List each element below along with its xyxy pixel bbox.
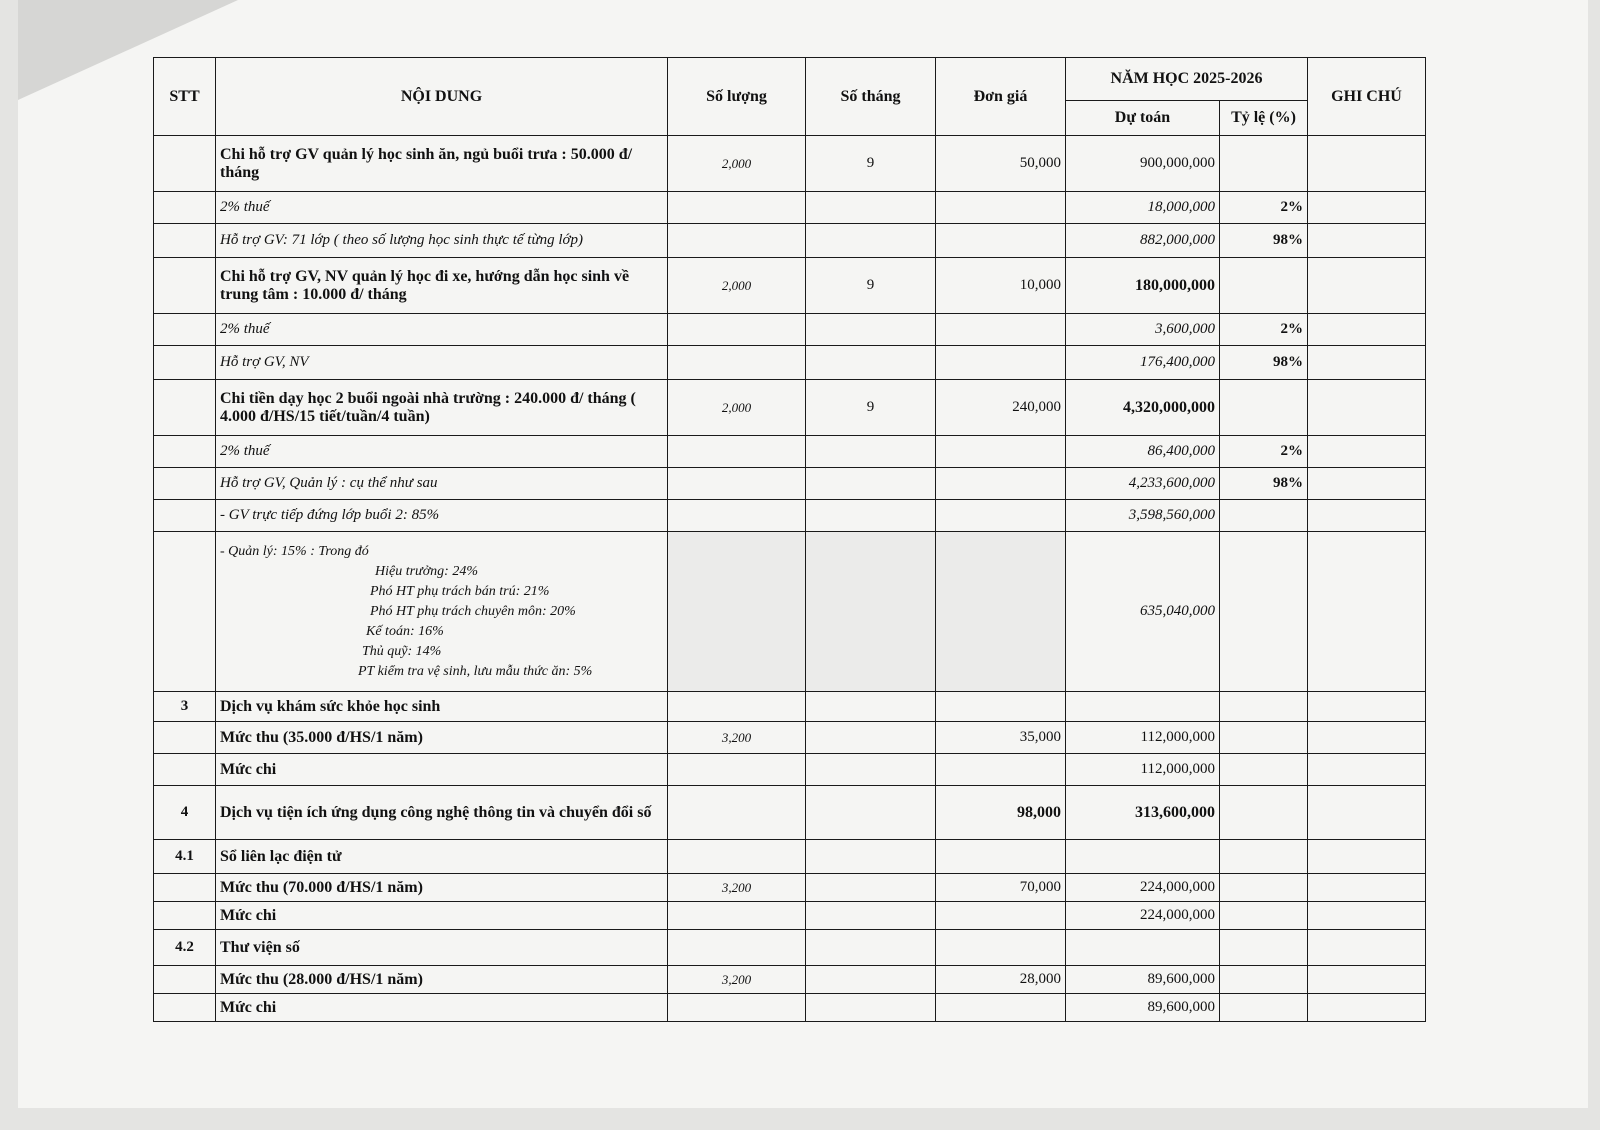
cell-quantity: 2,000 [668, 380, 806, 436]
cell-price: 35,000 [936, 722, 1066, 754]
table-row [154, 224, 1426, 258]
management-line: Thủ quỹ: 14% [362, 644, 442, 659]
cell-price [936, 436, 1066, 468]
cell-ratio [1220, 136, 1308, 192]
cell-note [1308, 436, 1426, 468]
management-estimate: 635,040,000 [1066, 532, 1220, 692]
cell-note [1308, 136, 1426, 192]
cell-quantity [668, 754, 806, 786]
cell-stt [154, 192, 216, 224]
cell-ratio [1220, 500, 1308, 532]
header-row [154, 58, 1426, 101]
cell-months: 9 [806, 380, 936, 436]
cell-content: Hỗ trợ GV, NV [216, 346, 668, 380]
cell-ratio [1220, 966, 1308, 994]
cell-quantity [668, 224, 806, 258]
cell-stt [154, 754, 216, 786]
cell-price: 10,000 [936, 258, 1066, 314]
cell-price [936, 468, 1066, 500]
cell-content: Chi hỗ trợ GV quản lý học sinh ăn, ngủ buổi trưa : 50.000 đ/ tháng [216, 136, 668, 192]
header-note: GHI CHÚ [1308, 58, 1426, 136]
cell-price [936, 994, 1066, 1022]
management-title: - Quản lý: 15% : Trong đó [220, 544, 369, 559]
cell-price: 98,000 [936, 786, 1066, 840]
table-row [154, 754, 1426, 786]
cell-price [936, 346, 1066, 380]
budget-table [153, 57, 1426, 1022]
cell-price: 70,000 [936, 874, 1066, 902]
cell-note [1308, 754, 1426, 786]
cell-quantity [668, 346, 806, 380]
management-row [154, 532, 1426, 692]
management-line: Kế toán: 16% [366, 624, 444, 639]
table-row [154, 994, 1426, 1022]
cell-quantity: 2,000 [668, 258, 806, 314]
cell-months [806, 786, 936, 840]
header-unit-price: Đơn giá [936, 58, 1066, 136]
cell-quantity [668, 994, 806, 1022]
cell-note [1308, 966, 1426, 994]
cell-quantity [668, 314, 806, 346]
cell-quantity [668, 786, 806, 840]
cell-estimate: 112,000,000 [1066, 722, 1220, 754]
cell-content: - GV trực tiếp đứng lớp buổi 2: 85% [216, 500, 668, 532]
cell-estimate: 224,000,000 [1066, 902, 1220, 930]
cell-stt [154, 136, 216, 192]
section-number: 3 [154, 692, 216, 722]
cell-note [1308, 532, 1426, 692]
cell-ratio [1220, 786, 1308, 840]
cell-estimate [1066, 930, 1220, 966]
table-row [154, 258, 1426, 314]
cell-ratio [1220, 874, 1308, 902]
cell-months [806, 192, 936, 224]
cell-stt [154, 224, 216, 258]
section-row [154, 692, 1426, 722]
cell-note [1308, 224, 1426, 258]
header-stt: STT [154, 58, 216, 136]
cell-quantity: 3,200 [668, 874, 806, 902]
cell-ratio [1220, 258, 1308, 314]
cell-quantity [668, 500, 806, 532]
cell-months [806, 966, 936, 994]
management-line: PT kiểm tra vệ sinh, lưu mẫu thức ăn: 5% [358, 664, 593, 679]
cell-content: Hỗ trợ GV, Quản lý : cụ thể như sau [216, 468, 668, 500]
cell-stt [154, 436, 216, 468]
cell-price: 240,000 [936, 380, 1066, 436]
management-line: Phó HT phụ trách chuyên môn: 20% [370, 604, 576, 619]
cell-months [806, 692, 936, 722]
cell-quantity [668, 902, 806, 930]
cell-quantity [668, 532, 806, 692]
section-title: Dịch vụ khám sức khỏe học sinh [216, 692, 668, 722]
cell-ratio [1220, 722, 1308, 754]
cell-months [806, 346, 936, 380]
cell-ratio: 98% [1220, 224, 1308, 258]
cell-quantity [668, 840, 806, 874]
cell-content: 2% thuế [216, 192, 668, 224]
table-row [154, 722, 1426, 754]
section-number: 4.2 [154, 930, 216, 966]
cell-price [936, 902, 1066, 930]
cell-content: Chi hỗ trợ GV, NV quản lý học đi xe, hướng dẫn học sinh về trung tâm : 10.000 đ/ tháng [216, 258, 668, 314]
section-number: 4.1 [154, 840, 216, 874]
cell-months [806, 994, 936, 1022]
table-row [154, 902, 1426, 930]
table-row [154, 136, 1426, 192]
cell-content: Mức thu (35.000 đ/HS/1 năm) [216, 722, 668, 754]
cell-note [1308, 902, 1426, 930]
cell-quantity [668, 692, 806, 722]
cell-quantity [668, 436, 806, 468]
cell-ratio: 98% [1220, 346, 1308, 380]
cell-note [1308, 468, 1426, 500]
cell-note [1308, 930, 1426, 966]
header-ratio: Tỷ lệ (%) [1220, 101, 1308, 136]
cell-ratio: 98% [1220, 468, 1308, 500]
cell-price [936, 500, 1066, 532]
cell-price [936, 224, 1066, 258]
management-line: Hiệu trưởng: 24% [375, 564, 478, 579]
cell-estimate: 3,600,000 [1066, 314, 1220, 346]
cell-stt [154, 966, 216, 994]
cell-note [1308, 692, 1426, 722]
document-page [18, 0, 1588, 1108]
cell-stt [154, 380, 216, 436]
section-number: 4 [154, 786, 216, 840]
cell-estimate: 224,000,000 [1066, 874, 1220, 902]
cell-stt [154, 346, 216, 380]
cell-estimate: 313,600,000 [1066, 786, 1220, 840]
cell-months [806, 874, 936, 902]
section-title: Sổ liên lạc điện tử [216, 840, 668, 874]
cell-stt [154, 258, 216, 314]
cell-note [1308, 994, 1426, 1022]
cell-stt [154, 722, 216, 754]
cell-estimate: 176,400,000 [1066, 346, 1220, 380]
cell-content: Mức thu (28.000 đ/HS/1 năm) [216, 966, 668, 994]
table-row [154, 436, 1426, 468]
cell-months [806, 722, 936, 754]
cell-content: Chi tiền dạy học 2 buổi ngoài nhà trường : 240.000 đ/ tháng ( 4.000 đ/HS/15 tiết/tuần/4 tuần) [216, 380, 668, 436]
cell-months: 9 [806, 258, 936, 314]
section-row [154, 786, 1426, 840]
cell-estimate: 3,598,560,000 [1066, 500, 1220, 532]
cell-note [1308, 314, 1426, 346]
cell-quantity [668, 468, 806, 500]
management-line: Phó HT phụ trách bán trú: 21% [370, 584, 550, 599]
cell-stt [154, 994, 216, 1022]
cell-ratio [1220, 902, 1308, 930]
cell-ratio [1220, 754, 1308, 786]
cell-quantity [668, 930, 806, 966]
cell-estimate: 18,000,000 [1066, 192, 1220, 224]
cell-stt [154, 874, 216, 902]
section-title: Dịch vụ tiện ích ứng dụng công nghệ thông tin và chuyển đổi số [216, 786, 668, 840]
cell-quantity: 3,200 [668, 966, 806, 994]
section-row [154, 840, 1426, 874]
cell-note [1308, 192, 1426, 224]
cell-stt [154, 532, 216, 692]
cell-estimate: 89,600,000 [1066, 966, 1220, 994]
cell-price [936, 754, 1066, 786]
cell-estimate: 882,000,000 [1066, 224, 1220, 258]
cell-note [1308, 380, 1426, 436]
cell-months [806, 902, 936, 930]
cell-stt [154, 500, 216, 532]
cell-quantity: 2,000 [668, 136, 806, 192]
cell-price: 50,000 [936, 136, 1066, 192]
cell-ratio: 2% [1220, 314, 1308, 346]
cell-months [806, 224, 936, 258]
cell-price [936, 692, 1066, 722]
cell-estimate: 900,000,000 [1066, 136, 1220, 192]
cell-estimate: 112,000,000 [1066, 754, 1220, 786]
cell-content: Mức chi [216, 754, 668, 786]
cell-ratio [1220, 692, 1308, 722]
cell-price [936, 930, 1066, 966]
table-row [154, 468, 1426, 500]
cell-note [1308, 722, 1426, 754]
cell-months [806, 840, 936, 874]
cell-ratio: 2% [1220, 192, 1308, 224]
table-row [154, 192, 1426, 224]
cell-months [806, 314, 936, 346]
cell-estimate: 4,233,600,000 [1066, 468, 1220, 500]
cell-estimate: 89,600,000 [1066, 994, 1220, 1022]
cell-content: 2% thuế [216, 436, 668, 468]
cell-quantity: 3,200 [668, 722, 806, 754]
management-content [216, 532, 668, 692]
cell-price [936, 532, 1066, 692]
cell-price [936, 192, 1066, 224]
cell-price [936, 314, 1066, 346]
cell-note [1308, 840, 1426, 874]
table-row [154, 314, 1426, 346]
cell-months [806, 500, 936, 532]
cell-content: 2% thuế [216, 314, 668, 346]
header-content: NỘI DUNG [216, 58, 668, 136]
cell-stt [154, 902, 216, 930]
table-row [154, 346, 1426, 380]
cell-estimate: 86,400,000 [1066, 436, 1220, 468]
cell-estimate [1066, 840, 1220, 874]
header-months: Số tháng [806, 58, 936, 136]
table-row [154, 966, 1426, 994]
cell-note [1308, 786, 1426, 840]
cell-ratio [1220, 380, 1308, 436]
cell-months [806, 532, 936, 692]
cell-note [1308, 874, 1426, 902]
cell-months [806, 468, 936, 500]
table-row [154, 380, 1426, 436]
header-estimate: Dự toán [1066, 101, 1220, 136]
cell-estimate: 4,320,000,000 [1066, 380, 1220, 436]
cell-months [806, 754, 936, 786]
cell-estimate [1066, 692, 1220, 722]
cell-note [1308, 500, 1426, 532]
cell-content: Mức chi [216, 994, 668, 1022]
cell-ratio [1220, 840, 1308, 874]
cell-months: 9 [806, 136, 936, 192]
cell-months [806, 930, 936, 966]
cell-content: Hỗ trợ GV: 71 lớp ( theo số lượng học sinh thực tế từng lớp) [216, 224, 668, 258]
cell-content: Mức thu (70.000 đ/HS/1 năm) [216, 874, 668, 902]
header-school-year: NĂM HỌC 2025-2026 [1066, 58, 1308, 101]
cell-ratio [1220, 994, 1308, 1022]
cell-stt [154, 468, 216, 500]
cell-estimate: 180,000,000 [1066, 258, 1220, 314]
cell-price: 28,000 [936, 966, 1066, 994]
cell-stt [154, 314, 216, 346]
cell-price [936, 840, 1066, 874]
section-row [154, 930, 1426, 966]
cell-content: Mức chi [216, 902, 668, 930]
table-row [154, 500, 1426, 532]
cell-ratio [1220, 930, 1308, 966]
cell-note [1308, 258, 1426, 314]
cell-ratio: 2% [1220, 436, 1308, 468]
cell-ratio [1220, 532, 1308, 692]
header-quantity: Số lượng [668, 58, 806, 136]
cell-months [806, 436, 936, 468]
cell-note [1308, 346, 1426, 380]
cell-quantity [668, 192, 806, 224]
section-title: Thư viện số [216, 930, 668, 966]
table-row [154, 874, 1426, 902]
